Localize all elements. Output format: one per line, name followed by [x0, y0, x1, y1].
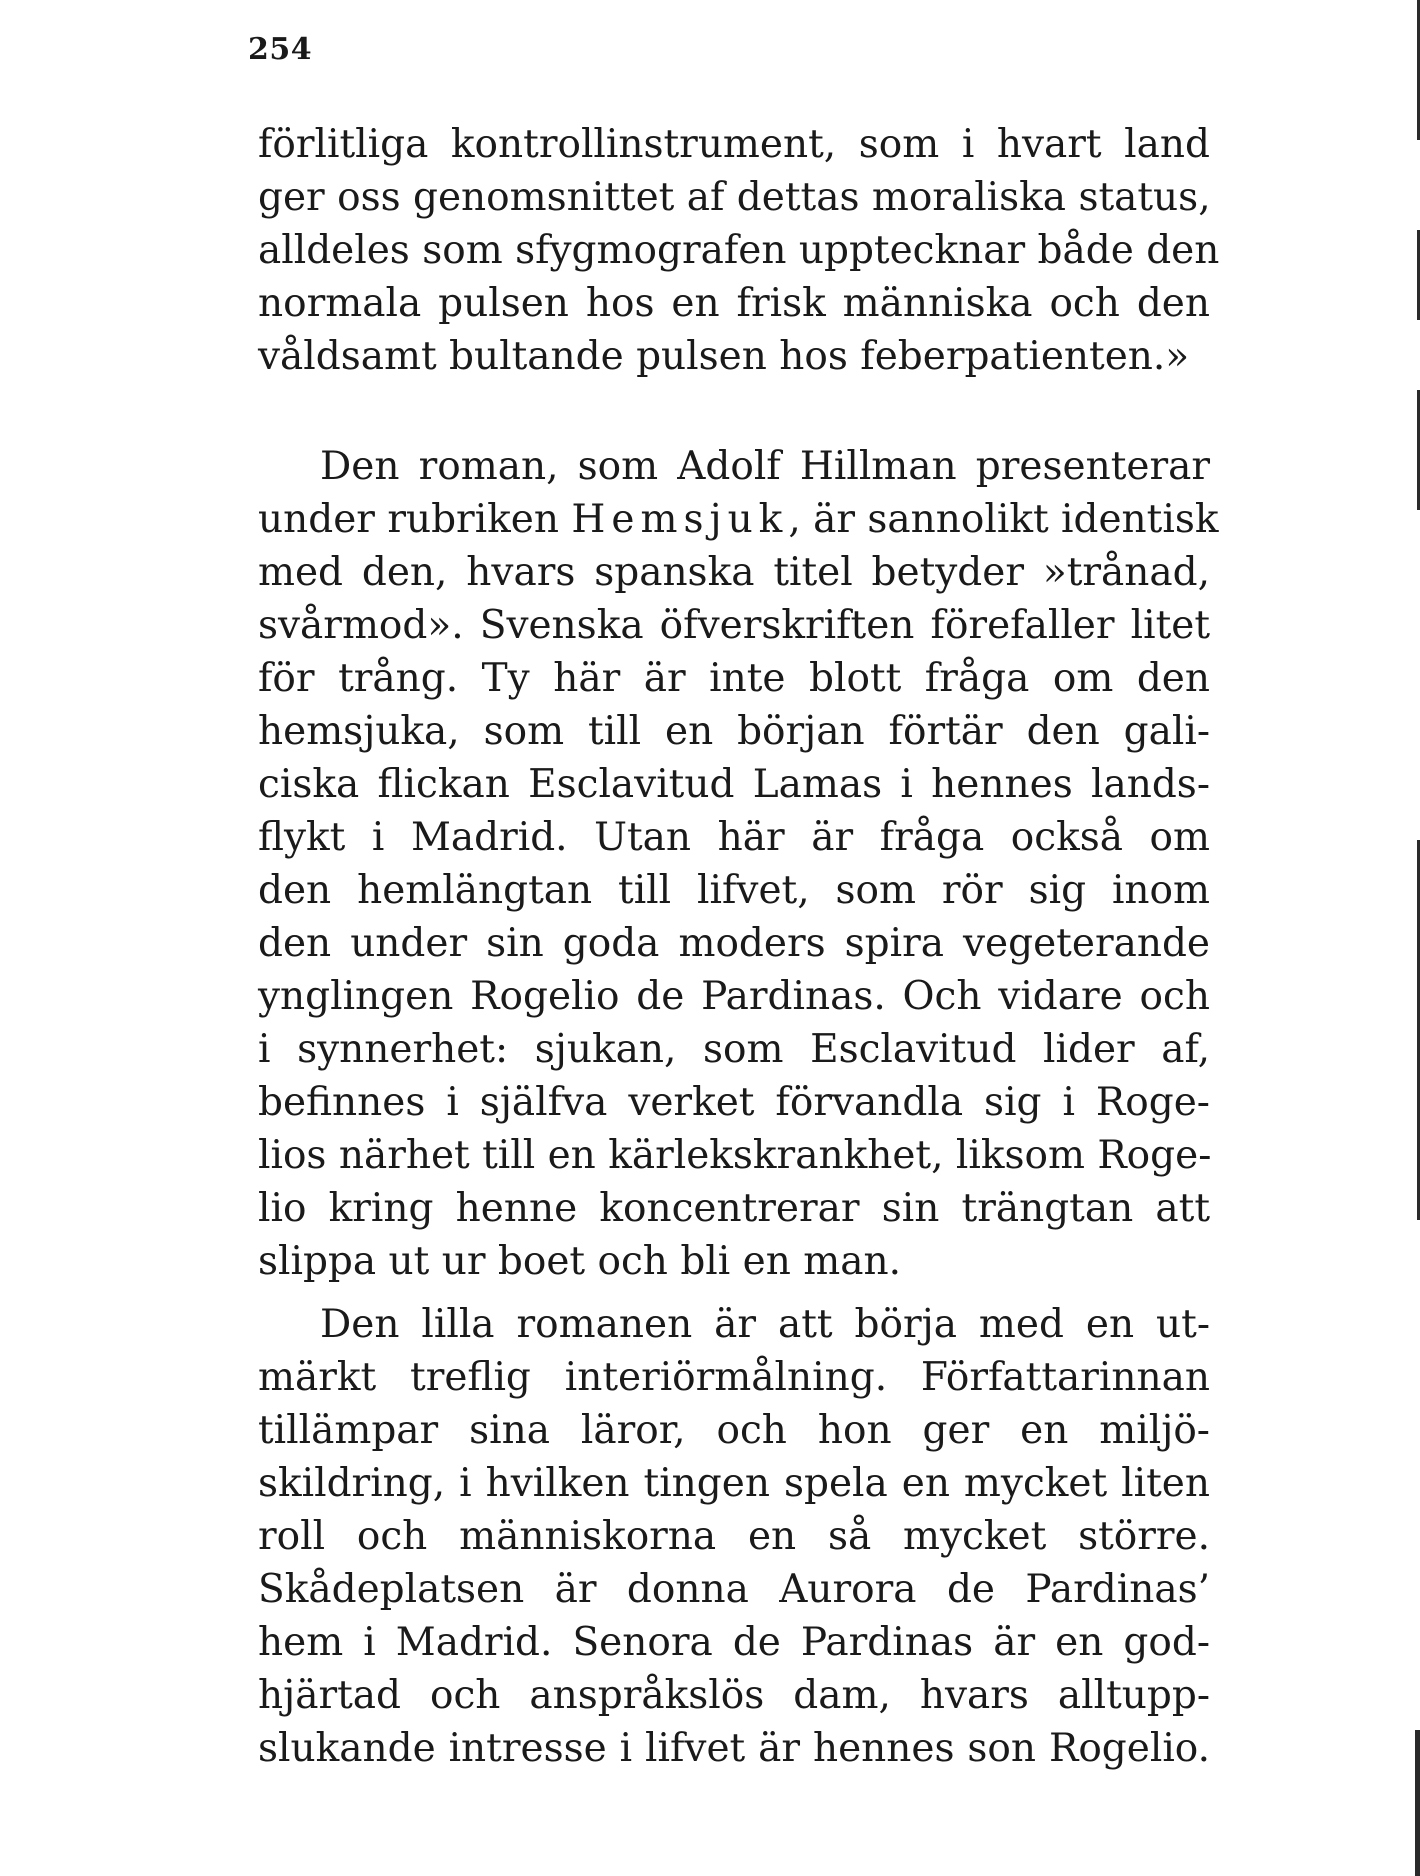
text-line: med den, hvars spanska titel betyder »trånad, — [258, 550, 1210, 595]
text-line: befinnes i själfva verket förvandla sig i Roge- — [258, 1080, 1210, 1125]
text-fragment: under rubriken — [258, 497, 572, 542]
text-line: för trång. Ty här är inte blott fråga om den — [258, 656, 1210, 701]
text-line: den under sin goda moders spira vegeterande — [258, 921, 1210, 966]
text-line: ciska flickan Esclavitud Lamas i hennes lands- — [258, 762, 1210, 807]
text-line: svårmod». Svenska öfverskriften förefaller litet — [258, 603, 1210, 648]
text-line: våldsamt bultande pulsen hos feberpatienten.» — [258, 334, 1190, 379]
page-number: 254 — [248, 32, 313, 67]
text-line: skildring, i hvilken tingen spela en mycket liten — [258, 1461, 1210, 1506]
spaced-title: Hemsjuk — [571, 497, 789, 542]
text-line: märkt treflig interiörmålning. Författarinnan — [258, 1355, 1210, 1400]
text-line: ynglingen Rogelio de Pardinas. Och vidare och — [258, 974, 1210, 1019]
text-line: Den lilla romanen är att börja med en ut- — [320, 1302, 1210, 1347]
text-line: hemsjuka, som till en början förtär den gali- — [258, 709, 1210, 754]
paragraph-1 — [258, 118, 1220, 383]
text-line: flykt i Madrid. Utan här är fråga också om — [258, 815, 1210, 860]
text-line: hem i Madrid. Senora de Pardinas är en god- — [258, 1620, 1210, 1665]
text-line: hjärtad och anspråkslös dam, hvars alltupp- — [258, 1673, 1210, 1718]
text-line — [258, 493, 1219, 546]
text-line: alldeles som sfygmografen upptecknar både den — [258, 228, 1220, 273]
text-line: slukande intresse i lifvet är hennes son Rogelio. — [258, 1726, 1210, 1771]
text-line: ger oss genomsnittet af dettas moraliska status, — [258, 175, 1211, 220]
text-line: i synnerhet: sjukan, som Esclavitud lider af, — [258, 1027, 1210, 1072]
text-line: den hemlängtan till lifvet, som rör sig inom — [258, 868, 1210, 913]
text-line: tillämpar sina läror, och hon ger en miljö- — [258, 1408, 1210, 1453]
text-line: Skådeplatsen är donna Aurora de Pardinas’ — [258, 1567, 1210, 1612]
text-fragment: , är sannolikt identisk — [788, 497, 1219, 542]
text-line: slippa ut ur boet och bli en man. — [258, 1239, 901, 1284]
text-line: förlitliga kontrollinstrument, som i hvart land — [258, 122, 1210, 167]
paragraph-2 — [258, 440, 1219, 1288]
text-line: normala pulsen hos en frisk människa och den — [258, 281, 1210, 326]
text-line: roll och människorna en så mycket större. — [258, 1514, 1210, 1559]
text-line: Den roman, som Adolf Hillman presenterar — [320, 444, 1210, 489]
paragraph-3 — [258, 1298, 1210, 1775]
page-edge-rule — [1415, 1730, 1420, 1876]
text-line: lios närhet till en kärlekskrankhet, liksom Roge- — [258, 1133, 1212, 1178]
text-line: lio kring henne koncentrerar sin trängtan att — [258, 1186, 1210, 1231]
